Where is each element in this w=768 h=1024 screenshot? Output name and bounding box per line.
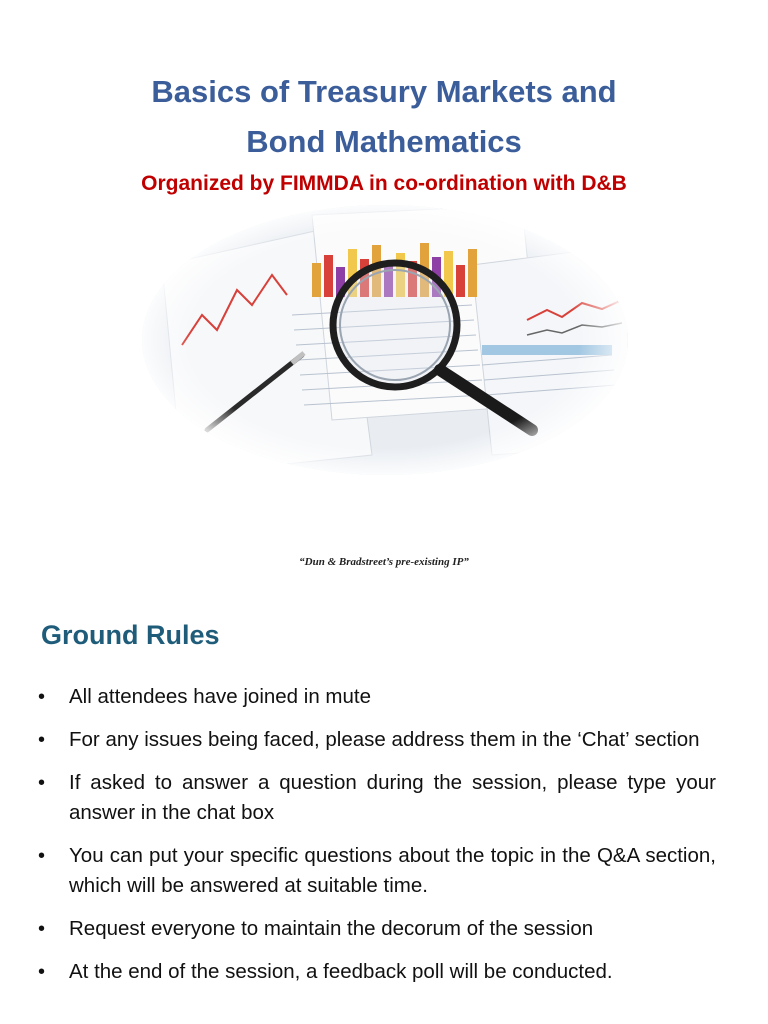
subtitle: Organized by FIMMDA in co-ordination with D&B: [141, 172, 627, 195]
bullet-icon: •: [38, 961, 46, 983]
rule-text: Request everyone to maintain the decorum of the session: [69, 917, 594, 940]
title-line-1: Basics of Treasury Markets and: [151, 74, 617, 109]
list-item: [36, 957, 716, 987]
bullet-icon: •: [38, 772, 46, 794]
title-line-2: Bond Mathematics: [246, 124, 522, 159]
list-item: [36, 914, 716, 944]
ip-caption: “Dun & Bradstreet’s pre-existing IP”: [299, 556, 469, 568]
ground-rules-heading: Ground Rules: [41, 620, 220, 650]
rule-text: If asked to answer a question during the session, please type your answer in the chat box: [69, 771, 716, 824]
bullet-icon: •: [38, 918, 46, 940]
rules-list: [36, 682, 716, 1000]
rule-text: For any issues being faced, please address them in the ‘Chat’ section: [69, 728, 700, 751]
bullet-icon: •: [38, 729, 46, 751]
bullet-icon: •: [38, 686, 46, 708]
rule-text: You can put your specific questions about the topic in the Q&A section, which will be answered at suitable time.: [69, 844, 716, 897]
rule-text: At the end of the session, a feedback poll will be conducted.: [69, 960, 613, 983]
bullet-icon: •: [38, 845, 46, 867]
list-item: [36, 682, 716, 712]
list-item: [36, 841, 716, 901]
rule-text: All attendees have joined in mute: [69, 685, 372, 708]
list-item: [36, 725, 716, 755]
ground-rules-slide: [0, 600, 768, 1024]
magnifier-charts-image: [142, 205, 628, 475]
list-item: [36, 768, 716, 828]
